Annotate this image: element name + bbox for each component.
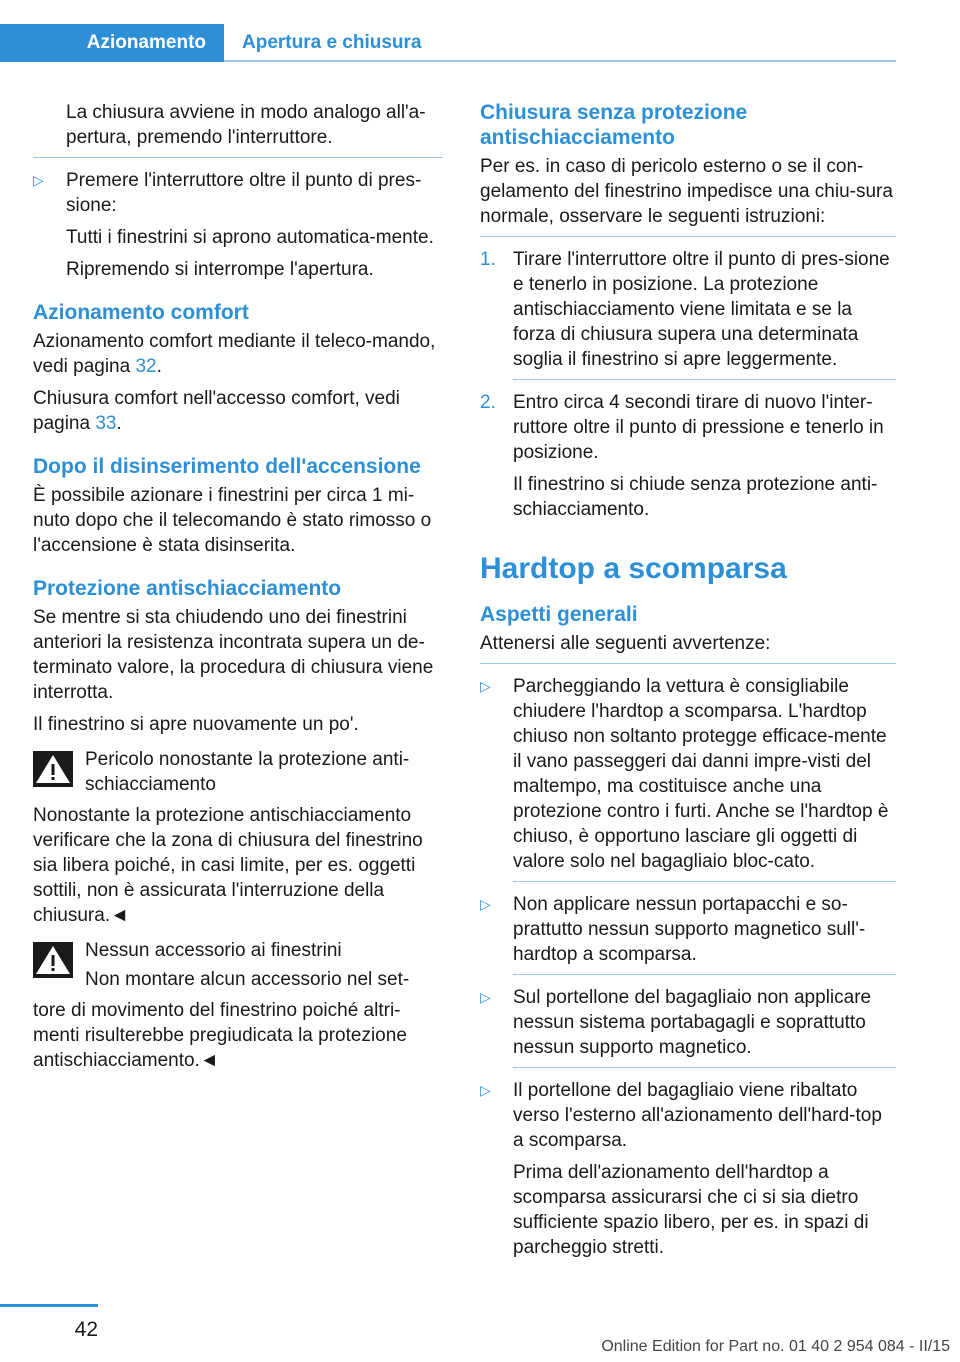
bullet-triangle-icon: ▷ <box>480 896 491 912</box>
protezione-paragraph-1: Se mentre si sta chiudendo uno dei finestrini anteriori la resistenza incontrata supera un de-terminato valore, la procedura di chiusura viene interrotta. <box>33 607 434 703</box>
warning-box-1 <box>33 747 443 797</box>
chapter-tab[interactable] <box>0 24 224 62</box>
section-tab[interactable] <box>224 24 422 62</box>
page-link-32[interactable]: 32 <box>135 356 157 377</box>
heading-protezione: Protezione antischiacciamento <box>33 577 342 600</box>
heading-azionamento-comfort: Azionamento comfort <box>33 301 249 324</box>
divider <box>513 1067 896 1068</box>
bullet-list <box>33 168 443 282</box>
list-item <box>480 674 896 882</box>
list-item-text: Non applicare nessun portapacchi e so-prattutto nessun supporto magnetico sull'-hardtop a scomparsa. <box>513 894 866 965</box>
list-item-text: Premere l'interruttore oltre il punto di pres-sione: <box>66 170 422 216</box>
list-item <box>480 985 896 1068</box>
page-link-33[interactable]: 33 <box>95 413 117 434</box>
list-item-text: Parcheggiando la vettura è consigliabile chiudere l'hardtop a scomparsa. L'hardtop chiuso non soltanto protegge efficace-mente il vano passeggeri dai danni impre-visti del maltempo, ma costituisce anche una protezione contro i furti. Anche se l'hardtop è chiuso, è opportuno lasciare gli oggetti di valore solo nel bagagliaio bloc-cato. <box>513 676 889 872</box>
heading-chiusura-senza-protezione: Chiusura senza protezione antischiacciamento <box>480 101 748 149</box>
numbered-steps <box>480 247 896 522</box>
heading-hardtop: Hardtop a scomparsa <box>480 552 787 585</box>
list-item <box>480 1078 896 1260</box>
footer-rule <box>0 1304 98 1307</box>
bullet-triangle-icon: ▷ <box>480 989 491 1005</box>
divider <box>513 881 896 882</box>
intro-paragraph: La chiusura avviene in modo analogo all'a-pertura, premendo l'interruttore. <box>66 102 426 148</box>
list-item-text: Il portellone del bagagliaio viene ribaltato verso l'esterno all'azionamento dell'hard-top a scomparsa. <box>513 1080 882 1151</box>
step-item <box>480 247 896 380</box>
page-number: 42 <box>74 1318 98 1341</box>
warning-title-2: Nessun accessorio ai finestrini <box>85 940 342 961</box>
step-text: Tirare l'interruttore oltre il punto di pres-sione e tenerlo in posizione. La protezione antischiacciamento viene limitata e se la forza di chiusura supera una determinata soglia il finestrino si apre leggermente. <box>513 249 890 370</box>
divider <box>480 236 896 237</box>
edition-note: Online Edition for Part no. 01 40 2 954 084 - II/15 <box>601 1338 950 1355</box>
aspetti-paragraph: Attenersi alle seguenti avvertenze: <box>480 633 771 654</box>
list-item <box>33 168 443 282</box>
page-header <box>0 0 960 64</box>
divider <box>513 974 896 975</box>
bullet-triangle-icon: ▷ <box>33 172 44 188</box>
paragraph-text: Chiusura comfort nell'accesso comfort, vedi pagina <box>33 388 400 434</box>
list-item <box>480 892 896 975</box>
paragraph-text: Azionamento comfort mediante il teleco-mando, vedi pagina <box>33 331 436 377</box>
step-text-2: Il finestrino si chiude senza protezione anti-schiacciamento. <box>513 474 878 520</box>
step-item <box>480 390 896 522</box>
dopo-paragraph: È possibile azionare i finestrini per circa 1 mi-nuto dopo che il telecomando è stato rimosso o l'accensione è stata disinserita. <box>33 485 432 556</box>
section-tab-label: Apertura e chiusura <box>242 32 422 53</box>
chapter-tab-label: Azionamento <box>86 32 206 53</box>
step-number: 2. <box>480 392 496 413</box>
warning-body-1: Nonostante la protezione antischiacciamento verificare che la zona di chiusura del finestrino sia libera poiché, in casi limite, per es. oggetti sottili, non è assicurata l'interruzione della chiusura.◄ <box>33 805 423 926</box>
divider <box>513 379 896 380</box>
warning-triangle-icon <box>33 942 73 978</box>
comfort-paragraph-2: Chiusura comfort nell'accesso comfort, vedi pagina 33. <box>33 388 400 434</box>
heading-aspetti-generali: Aspetti generali <box>480 603 638 626</box>
left-column <box>33 100 443 1080</box>
list-item-text: Sul portellone del bagagliaio non applicare nessun sistema portabagagli e soprattutto nessun supporto magnetico. <box>513 987 872 1058</box>
list-item-text: Tutti i finestrini si aprono automatica-mente. <box>66 227 434 248</box>
warning-body-2a: Non montare alcun accessorio nel set- <box>85 969 410 990</box>
bullet-list <box>480 674 896 1260</box>
step-text: Entro circa 4 secondi tirare di nuovo l'inter-ruttore oltre il punto di pressione e tenerlo in posizione. <box>513 392 884 463</box>
bullet-triangle-icon: ▷ <box>480 678 491 694</box>
heading-dopo-disinserimento: Dopo il disinserimento dell'accensione <box>33 455 421 478</box>
warning-triangle-icon <box>33 751 73 787</box>
protezione-paragraph-2: Il finestrino si apre nuovamente un po'. <box>33 714 359 735</box>
header-divider <box>224 60 896 62</box>
warning-box-2 <box>33 938 443 992</box>
list-item-text-2: Prima dell'azionamento dell'hardtop a scomparsa assicurarsi che ci si sia dietro sufficiente spazio libero, per es. in spazi di parcheggio stretti. <box>513 1162 869 1258</box>
list-item-text: Ripremendo si interrompe l'apertura. <box>66 259 374 280</box>
step-number: 1. <box>480 249 496 270</box>
comfort-paragraph-1: Azionamento comfort mediante il teleco-mando, vedi pagina 32. <box>33 331 436 377</box>
warning-body-2b: tore di movimento del finestrino poiché altri-menti risulterebbe pregiudicata la protezione antischiacciamento.◄ <box>33 1000 407 1071</box>
divider <box>33 157 443 158</box>
right-column <box>480 100 896 1267</box>
warning-title-1: Pericolo nonostante la protezione anti-schiacciamento <box>85 749 410 795</box>
bullet-triangle-icon: ▷ <box>480 1082 491 1098</box>
senza-paragraph: Per es. in caso di pericolo esterno o se il con-gelamento del finestrino impedisce una chiu-sura normale, osservare le seguenti istruzioni: <box>480 156 893 227</box>
divider <box>480 663 896 664</box>
